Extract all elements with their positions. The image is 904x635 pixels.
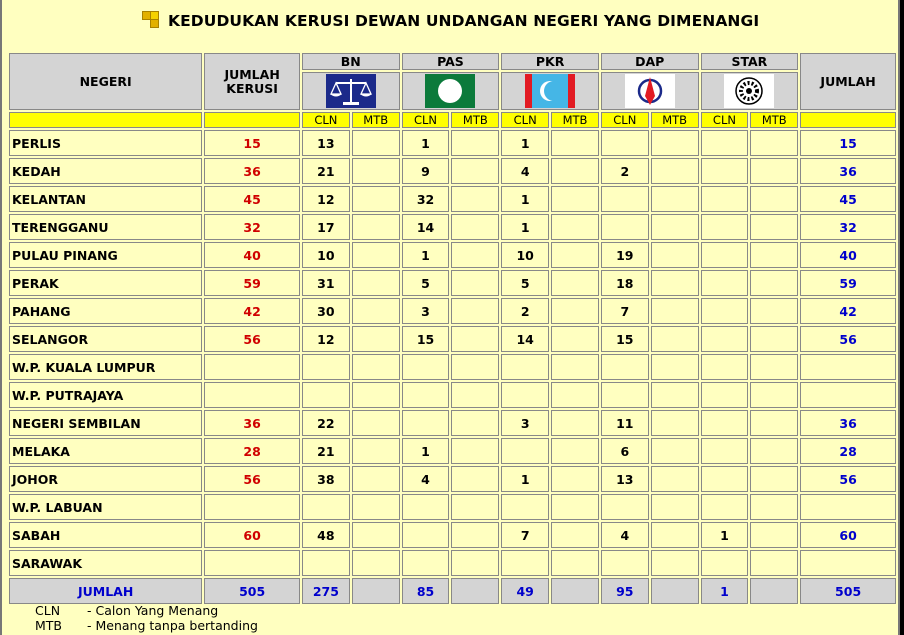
page-title (142, 11, 759, 31)
pkr-mtb-cell (551, 382, 599, 408)
table-row (9, 326, 896, 352)
squares-icon (142, 11, 162, 31)
star-mtb-cell (750, 270, 798, 296)
header-party-bn: BN (302, 53, 400, 70)
bn-mtb-cell (352, 298, 400, 324)
pas-logo (425, 74, 475, 108)
logo-cell-bn (302, 72, 400, 110)
star-cln-cell (701, 214, 749, 240)
dap-cln-cell (601, 382, 649, 408)
state-cell: W.P. PUTRAJAYA (9, 382, 202, 408)
pas-mtb-cell (451, 438, 499, 464)
totals-bn-mtb (352, 578, 400, 604)
total-cell (800, 382, 896, 408)
seats-cell: 36 (204, 158, 300, 184)
header-negeri: NEGERI (9, 53, 202, 110)
dap-cln-cell (601, 494, 649, 520)
pkr-mtb-cell (551, 466, 599, 492)
bn-mtb-cell (352, 466, 400, 492)
legend-key: MTB (35, 618, 62, 633)
legend-key: CLN (35, 603, 61, 618)
bn-cln-cell: 31 (302, 270, 350, 296)
header-jumlah: JUMLAH (800, 53, 896, 110)
seats-cell: 60 (204, 522, 300, 548)
pas-cln-cell (402, 522, 450, 548)
pas-cln-cell (402, 550, 450, 576)
subheader-dap-cln: CLN (601, 112, 649, 128)
dap-mtb-cell (651, 410, 699, 436)
bn-mtb-cell (352, 270, 400, 296)
seats-cell: 42 (204, 298, 300, 324)
dap-mtb-cell (651, 214, 699, 240)
dap-cln-cell: 11 (601, 410, 649, 436)
pkr-cln-cell: 1 (501, 214, 549, 240)
pas-mtb-cell (451, 130, 499, 156)
subheader-pas-mtb: MTB (451, 112, 499, 128)
dap-mtb-cell (651, 494, 699, 520)
table-row (9, 382, 896, 408)
dap-mtb-cell (651, 242, 699, 268)
total-cell: 40 (800, 242, 896, 268)
total-cell: 36 (800, 158, 896, 184)
subheader-dap-mtb: MTB (651, 112, 699, 128)
bn-mtb-cell (352, 522, 400, 548)
star-cln-cell (701, 242, 749, 268)
state-cell: PULAU PINANG (9, 242, 202, 268)
pkr-cln-cell: 2 (501, 298, 549, 324)
star-mtb-cell (750, 298, 798, 324)
table-row (9, 522, 896, 548)
totals-bn-cln: 275 (302, 578, 350, 604)
star-cln-cell (701, 466, 749, 492)
star-mtb-cell (750, 466, 798, 492)
bn-cln-cell: 38 (302, 466, 350, 492)
seats-cell: 15 (204, 130, 300, 156)
star-cln-cell: 1 (701, 522, 749, 548)
totals-pas-cln: 85 (402, 578, 450, 604)
pkr-mtb-cell (551, 186, 599, 212)
bn-cln-cell: 13 (302, 130, 350, 156)
pkr-mtb-cell (551, 242, 599, 268)
star-cln-cell (701, 382, 749, 408)
legend-desc: - Menang tanpa bertanding (87, 618, 258, 633)
pkr-cln-cell: 7 (501, 522, 549, 548)
star-cln-cell (701, 158, 749, 184)
total-cell: 28 (800, 438, 896, 464)
star-mtb-cell (750, 438, 798, 464)
logo-cell-dap (601, 72, 699, 110)
pkr-mtb-cell (551, 130, 599, 156)
totals-star-mtb (750, 578, 798, 604)
pkr-cln-cell: 14 (501, 326, 549, 352)
star-mtb-cell (750, 242, 798, 268)
table-row (9, 214, 896, 240)
bn-cln-cell: 12 (302, 186, 350, 212)
dap-logo (625, 74, 675, 108)
state-cell: PERLIS (9, 130, 202, 156)
dap-mtb-cell (651, 186, 699, 212)
dap-mtb-cell (651, 158, 699, 184)
pas-mtb-cell (451, 158, 499, 184)
pas-mtb-cell (451, 242, 499, 268)
pas-cln-cell (402, 410, 450, 436)
header-party-dap: DAP (601, 53, 699, 70)
total-cell: 45 (800, 186, 896, 212)
star-cln-cell (701, 186, 749, 212)
totals-pkr-mtb (551, 578, 599, 604)
seats-cell: 59 (204, 270, 300, 296)
subheader-blank-3 (800, 112, 896, 128)
dap-mtb-cell (651, 382, 699, 408)
bn-cln-cell (302, 354, 350, 380)
bn-mtb-cell (352, 158, 400, 184)
pkr-cln-cell: 3 (501, 410, 549, 436)
dap-mtb-cell (651, 270, 699, 296)
dap-cln-cell: 6 (601, 438, 649, 464)
pkr-cln-cell (501, 494, 549, 520)
legend (35, 603, 258, 633)
pkr-mtb-cell (551, 550, 599, 576)
dap-cln-cell (601, 214, 649, 240)
totals-pkr-cln: 49 (501, 578, 549, 604)
pas-cln-cell: 9 (402, 158, 450, 184)
bn-scales-logo (326, 74, 376, 108)
table-row (9, 298, 896, 324)
pas-cln-cell: 1 (402, 242, 450, 268)
state-cell: SELANGOR (9, 326, 202, 352)
table-row (9, 270, 896, 296)
total-cell: 36 (800, 410, 896, 436)
pkr-cln-cell (501, 550, 549, 576)
pkr-mtb-cell (551, 354, 599, 380)
pas-mtb-cell (451, 186, 499, 212)
seats-cell: 45 (204, 186, 300, 212)
star-mtb-cell (750, 410, 798, 436)
pas-cln-cell: 15 (402, 326, 450, 352)
pkr-cln-cell (501, 382, 549, 408)
pas-mtb-cell (451, 214, 499, 240)
star-cln-cell (701, 494, 749, 520)
dap-mtb-cell (651, 522, 699, 548)
legend-desc: - Calon Yang Menang (87, 603, 219, 618)
bn-mtb-cell (352, 130, 400, 156)
header-party-pkr: PKR (501, 53, 599, 70)
subheader-blank-1 (9, 112, 202, 128)
totals-row (9, 578, 896, 604)
state-cell: MELAKA (9, 438, 202, 464)
star-mtb-cell (750, 186, 798, 212)
subheader-star-cln: CLN (701, 112, 749, 128)
seats-cell (204, 494, 300, 520)
star-mtb-cell (750, 130, 798, 156)
pas-mtb-cell (451, 494, 499, 520)
dap-cln-cell: 2 (601, 158, 649, 184)
table-row (9, 242, 896, 268)
state-cell: KEDAH (9, 158, 202, 184)
bn-mtb-cell (352, 438, 400, 464)
pkr-cln-cell: 1 (501, 130, 549, 156)
dap-cln-cell: 18 (601, 270, 649, 296)
dap-cln-cell: 15 (601, 326, 649, 352)
page-title-text: KEDUDUKAN KERUSI DEWAN UNDANGAN NEGERI YANG DIMENANGI (168, 12, 760, 30)
bn-mtb-cell (352, 494, 400, 520)
table-row (9, 410, 896, 436)
pas-mtb-cell (451, 550, 499, 576)
pkr-cln-cell: 1 (501, 186, 549, 212)
bn-cln-cell: 48 (302, 522, 350, 548)
legend-item (35, 603, 258, 618)
state-cell: JOHOR (9, 466, 202, 492)
star-cln-cell (701, 438, 749, 464)
star-cln-cell (701, 550, 749, 576)
pkr-mtb-cell (551, 326, 599, 352)
totals-total: 505 (800, 578, 896, 604)
bn-mtb-cell (352, 242, 400, 268)
table-row (9, 354, 896, 380)
header-party-pas: PAS (402, 53, 500, 70)
seats-cell (204, 354, 300, 380)
bn-cln-cell (302, 550, 350, 576)
totals-seats: 505 (204, 578, 300, 604)
dap-mtb-cell (651, 438, 699, 464)
total-cell: 56 (800, 326, 896, 352)
subheader-pkr-mtb: MTB (551, 112, 599, 128)
dap-cln-cell: 4 (601, 522, 649, 548)
results-table (7, 51, 898, 606)
pkr-cln-cell: 1 (501, 466, 549, 492)
totals-star-cln: 1 (701, 578, 749, 604)
seats-cell: 36 (204, 410, 300, 436)
star-cln-cell (701, 354, 749, 380)
bn-mtb-cell (352, 354, 400, 380)
state-cell: NEGERI SEMBILAN (9, 410, 202, 436)
total-cell: 15 (800, 130, 896, 156)
pas-cln-cell: 5 (402, 270, 450, 296)
state-cell: SARAWAK (9, 550, 202, 576)
table-row (9, 186, 896, 212)
pkr-cln-cell: 10 (501, 242, 549, 268)
pkr-mtb-cell (551, 298, 599, 324)
pkr-mtb-cell (551, 438, 599, 464)
totals-pas-mtb (451, 578, 499, 604)
state-cell: W.P. LABUAN (9, 494, 202, 520)
dap-mtb-cell (651, 298, 699, 324)
bn-cln-cell: 30 (302, 298, 350, 324)
pkr-mtb-cell (551, 158, 599, 184)
bn-cln-cell (302, 382, 350, 408)
totals-dap-cln: 95 (601, 578, 649, 604)
star-mtb-cell (750, 494, 798, 520)
dap-cln-cell (601, 130, 649, 156)
pas-mtb-cell (451, 298, 499, 324)
pkr-cln-cell: 4 (501, 158, 549, 184)
state-cell: TERENGGANU (9, 214, 202, 240)
bn-cln-cell: 17 (302, 214, 350, 240)
bn-cln-cell: 22 (302, 410, 350, 436)
star-cln-cell (701, 270, 749, 296)
table-row (9, 550, 896, 576)
bn-cln-cell: 10 (302, 242, 350, 268)
pkr-mtb-cell (551, 410, 599, 436)
star-mtb-cell (750, 158, 798, 184)
total-cell: 42 (800, 298, 896, 324)
seats-cell: 56 (204, 466, 300, 492)
header-party-star: STAR (701, 53, 799, 70)
pkr-logo (525, 74, 575, 108)
total-cell: 59 (800, 270, 896, 296)
table-row (9, 494, 896, 520)
pas-mtb-cell (451, 326, 499, 352)
pas-cln-cell: 1 (402, 438, 450, 464)
pkr-mtb-cell (551, 494, 599, 520)
star-mtb-cell (750, 214, 798, 240)
seats-cell (204, 382, 300, 408)
legend-item (35, 618, 258, 633)
subheader-bn-cln: CLN (302, 112, 350, 128)
subheader-pas-cln: CLN (402, 112, 450, 128)
dap-cln-cell (601, 186, 649, 212)
star-mtb-cell (750, 522, 798, 548)
pkr-cln-cell (501, 438, 549, 464)
logo-cell-pkr (501, 72, 599, 110)
logo-cell-star (701, 72, 799, 110)
state-cell: PAHANG (9, 298, 202, 324)
dap-cln-cell: 7 (601, 298, 649, 324)
star-cln-cell (701, 326, 749, 352)
star-cln-cell (701, 130, 749, 156)
pas-cln-cell: 14 (402, 214, 450, 240)
total-cell: 56 (800, 466, 896, 492)
pas-mtb-cell (451, 270, 499, 296)
subheader-pkr-cln: CLN (501, 112, 549, 128)
star-mtb-cell (750, 354, 798, 380)
total-cell (800, 354, 896, 380)
star-mtb-cell (750, 550, 798, 576)
bn-mtb-cell (352, 550, 400, 576)
subheader-star-mtb: MTB (750, 112, 798, 128)
bn-cln-cell (302, 494, 350, 520)
pkr-mtb-cell (551, 270, 599, 296)
pas-cln-cell (402, 382, 450, 408)
pkr-mtb-cell (551, 214, 599, 240)
dap-mtb-cell (651, 466, 699, 492)
pkr-cln-cell (501, 354, 549, 380)
pkr-mtb-cell (551, 522, 599, 548)
pas-mtb-cell (451, 466, 499, 492)
total-cell: 60 (800, 522, 896, 548)
seats-cell: 40 (204, 242, 300, 268)
header-jumlah-kerusi (204, 53, 300, 110)
state-cell: KELANTAN (9, 186, 202, 212)
logo-cell-pas (402, 72, 500, 110)
dap-cln-cell: 19 (601, 242, 649, 268)
dap-mtb-cell (651, 550, 699, 576)
state-cell: PERAK (9, 270, 202, 296)
pas-cln-cell: 3 (402, 298, 450, 324)
pas-mtb-cell (451, 382, 499, 408)
pas-mtb-cell (451, 522, 499, 548)
pkr-cln-cell: 5 (501, 270, 549, 296)
totals-dap-mtb (651, 578, 699, 604)
bn-cln-cell: 21 (302, 158, 350, 184)
state-cell: W.P. KUALA LUMPUR (9, 354, 202, 380)
pas-cln-cell (402, 354, 450, 380)
total-cell (800, 494, 896, 520)
pas-mtb-cell (451, 410, 499, 436)
state-cell: SABAH (9, 522, 202, 548)
bn-mtb-cell (352, 186, 400, 212)
table-row (9, 158, 896, 184)
table-row (9, 130, 896, 156)
subheader-blank-2 (204, 112, 300, 128)
total-cell: 32 (800, 214, 896, 240)
table-row (9, 466, 896, 492)
bn-mtb-cell (352, 410, 400, 436)
bn-mtb-cell (352, 382, 400, 408)
dap-mtb-cell (651, 130, 699, 156)
seats-cell: 28 (204, 438, 300, 464)
subheader-bn-mtb: MTB (352, 112, 400, 128)
dap-cln-cell: 13 (601, 466, 649, 492)
dap-cln-cell (601, 354, 649, 380)
bn-cln-cell: 21 (302, 438, 350, 464)
star-cln-cell (701, 410, 749, 436)
seats-cell: 56 (204, 326, 300, 352)
star-mtb-cell (750, 326, 798, 352)
header-jumlah-kerusi-text: JUMLAH KERUSI (224, 66, 280, 96)
star-cln-cell (701, 298, 749, 324)
bn-mtb-cell (352, 326, 400, 352)
pas-cln-cell: 4 (402, 466, 450, 492)
star-mtb-cell (750, 382, 798, 408)
pas-cln-cell: 32 (402, 186, 450, 212)
bn-cln-cell: 12 (302, 326, 350, 352)
dap-mtb-cell (651, 326, 699, 352)
bn-mtb-cell (352, 214, 400, 240)
seats-cell (204, 550, 300, 576)
table-row (9, 438, 896, 464)
pas-cln-cell (402, 494, 450, 520)
pas-cln-cell: 1 (402, 130, 450, 156)
totals-label: JUMLAH (9, 578, 202, 604)
pas-mtb-cell (451, 354, 499, 380)
seats-cell: 32 (204, 214, 300, 240)
total-cell (800, 550, 896, 576)
star-logo (724, 74, 774, 108)
dap-mtb-cell (651, 354, 699, 380)
dap-cln-cell (601, 550, 649, 576)
